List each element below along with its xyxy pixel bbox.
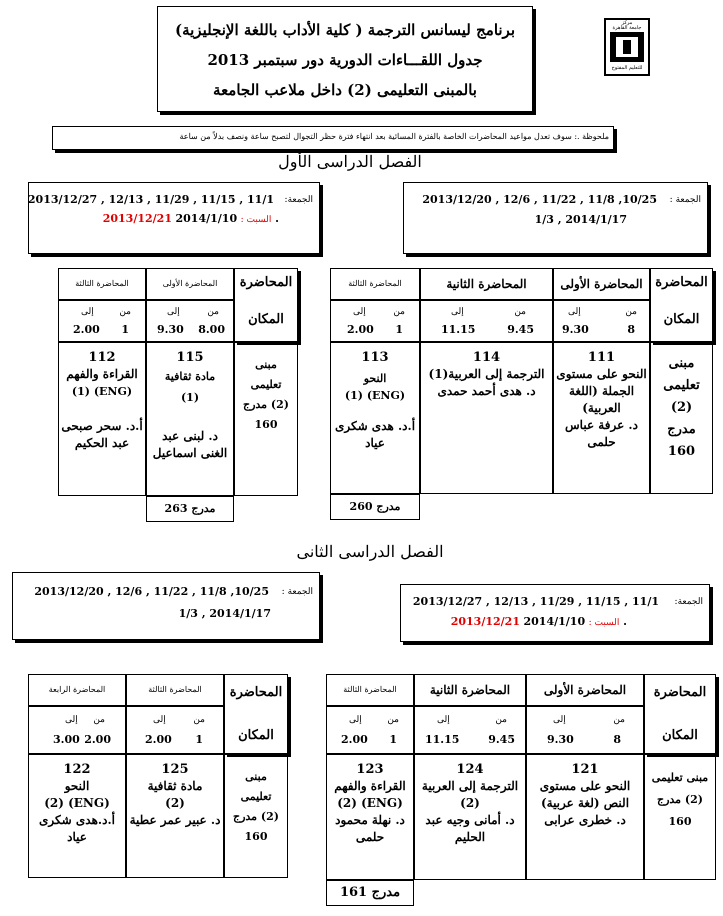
saturday-line: [103, 212, 279, 225]
semester-1-title: الفصل الدراسى الأول: [278, 152, 422, 171]
saturday-label: السبت :: [588, 618, 620, 628]
saturday-date: 2013/12/21: [450, 615, 520, 628]
saturday-line: [451, 615, 627, 628]
place-cell: مبنى تعليمى (2) مدرج 160: [224, 754, 288, 878]
sem1-table-left: [58, 268, 298, 528]
lecture-3-header: المحاضرة الثالثة: [330, 268, 420, 300]
lecture-3-header: المحاضرة الثالثة: [58, 268, 146, 300]
sem2-table-right: [326, 674, 716, 914]
friday-dates-2: 1/3 , 2014/1/17: [534, 213, 627, 226]
lecture-header: المحاضرة: [655, 275, 708, 290]
friday-dates: 2013/12/20 , 12/6 , 11/22 , 11/8 ,10/25: [422, 193, 657, 206]
course-121: 121 النحو على مستوى النص (لغة عربية) د. خطرى عرابى: [526, 754, 644, 880]
semester-2-title: الفصل الدراسى الثانى: [296, 542, 444, 561]
lecture-4-time: من إلى 2.00 3.00: [28, 706, 126, 754]
lecture-2-header: المحاضرة الثانية: [414, 674, 526, 706]
course-122: 122 النحو (2) (ENG) أ.د.هدى شكرى عياد: [28, 754, 126, 878]
friday-dates: 2013/12/20 , 12/6 , 11/22 , 11/8 ,10/25: [34, 585, 269, 598]
logo-top-text: مركز: [621, 20, 633, 26]
lecture-3-time: من إلى 1 2.00: [58, 300, 146, 342]
sem2-table-left: [28, 674, 288, 886]
sem2-dates-left: [12, 572, 320, 640]
header-line-2: جدول اللقـــاءات الدورية دور سبتمبر 2013: [207, 51, 483, 69]
lecture-3-time: من إلى 1 2.00: [326, 706, 414, 754]
place-cell: مبنى تعليمى (2) مدرج 160: [650, 342, 713, 494]
lecture-1-header: المحاضرة الأولى: [526, 674, 644, 706]
lecture-3-header: المحاضرة الثالثة: [126, 674, 224, 706]
lecture-2-time: من إلى 9.45 11.15: [414, 706, 526, 754]
note-text: ملحوظة .: سوف تعدل مواعيد المحاضرات الخاصة بالفترة المسائية بعد انتهاء فترة حظر التجوال لتصبح ساعة ونصف بدلاً من ساعة: [179, 132, 609, 141]
header-box: [157, 6, 533, 112]
lecture-2-header: المحاضرة الثانية: [420, 268, 553, 300]
course-123: 123 القراءة والفهم (2) (ENG) د. نهلة محمود حلمى: [326, 754, 414, 880]
course-115: 115 مادة ثقافية (1) د. لبنى عبد الغنى اسماعيل: [146, 342, 234, 496]
course-112: 112 القراءة والفهم (1) (ENG) أ.د. سحر صبحى عبد الحكيم: [58, 342, 146, 496]
place-header-cell: المحاضرة المكان: [224, 674, 288, 754]
friday-dates: 2013/12/27 , 12/13 , 11/29 , 11/15 , 11/1: [27, 193, 274, 206]
sem1-table-right: [330, 268, 713, 526]
place-cell: مبنى تعليمى (2) مدرج 160: [234, 342, 298, 496]
lecture-3-header: المحاضرة الثالثة: [326, 674, 414, 706]
lecture-2-time: من إلى 9.45 11.15: [420, 300, 553, 342]
place-cell: مبنى تعليمى (2) مدرج 160: [644, 754, 716, 880]
hall-footer: مدرج 263: [146, 496, 234, 522]
logo-bottom-text: للتعليم المفتوح: [611, 65, 643, 71]
lecture-1-time: من إلى 8.00 9.30: [146, 300, 234, 342]
lecture-1-header: المحاضرة الأولى: [146, 268, 234, 300]
friday-label: الجمعة :: [669, 195, 701, 205]
lecture-4-header: المحاضرة الرابعة: [28, 674, 126, 706]
hall-footer: مدرج 161: [326, 880, 414, 906]
hall-footer: مدرج 260: [330, 494, 420, 520]
lecture-3-time: من إلى 1 2.00: [126, 706, 224, 754]
course-125: 125 مادة ثقافية (2) د. عبير عمر عطية: [126, 754, 224, 878]
lecture-3-time: من إلى 1 2.00: [330, 300, 420, 342]
course-113: 113 النحو (1) (ENG) أ.د. هدى شكرى عياد: [330, 342, 420, 494]
course-111: 111 النحو على مستوى الجملة (اللغة العربية) د. عرفة عباس حلمى: [553, 342, 650, 494]
lecture-1-header: المحاضرة الأولى: [553, 268, 650, 300]
saturday-label: السبت :: [240, 215, 272, 225]
lecture-1-time: من إلى 8 9.30: [526, 706, 644, 754]
sem1-dates-right: [403, 182, 708, 254]
course-124: 124 الترجمة إلى العربية (2) د. أمانى وجيه عبد الحليم: [414, 754, 526, 880]
friday-dates: 2013/12/27 , 12/13 , 11/29 , 11/15 , 11/1: [412, 595, 659, 608]
friday-label: الجمعة :: [281, 587, 313, 597]
faculty-logo: [604, 18, 650, 76]
friday-dates-2: 1/3 , 2014/1/17: [178, 607, 271, 620]
friday-dates-2: 2014/1/10 .: [523, 615, 627, 628]
course-114: 114 الترجمة إلى العربية(1) د. هدى أحمد حمدى: [420, 342, 553, 494]
place-header-cell: المحاضرة المكان: [234, 268, 298, 342]
note-box: [52, 126, 614, 150]
place-header-cell: المحاضرة المكان: [644, 674, 716, 754]
header-line-3: بالمبنى التعليمى (2) داخل ملاعب الجامعة: [213, 81, 477, 99]
friday-label: الجمعة:: [674, 597, 703, 607]
friday-dates-2: 2014/1/10 .: [175, 212, 279, 225]
header-line-1: برنامج ليسانس الترجمة ( كلية الأداب باللغة الإنجليزية): [174, 21, 516, 39]
place-header: المكان: [663, 312, 700, 327]
sem2-dates-right: [400, 584, 710, 642]
saturday-date: 2013/12/21: [102, 212, 172, 225]
friday-label: الجمعة:: [284, 195, 313, 205]
lecture-1-time: من إلى 8 9.30: [553, 300, 650, 342]
logo-sub-text: جامعة القاهرة: [612, 25, 642, 31]
place-header-cell: [650, 268, 713, 342]
sem1-dates-left: [28, 182, 320, 254]
